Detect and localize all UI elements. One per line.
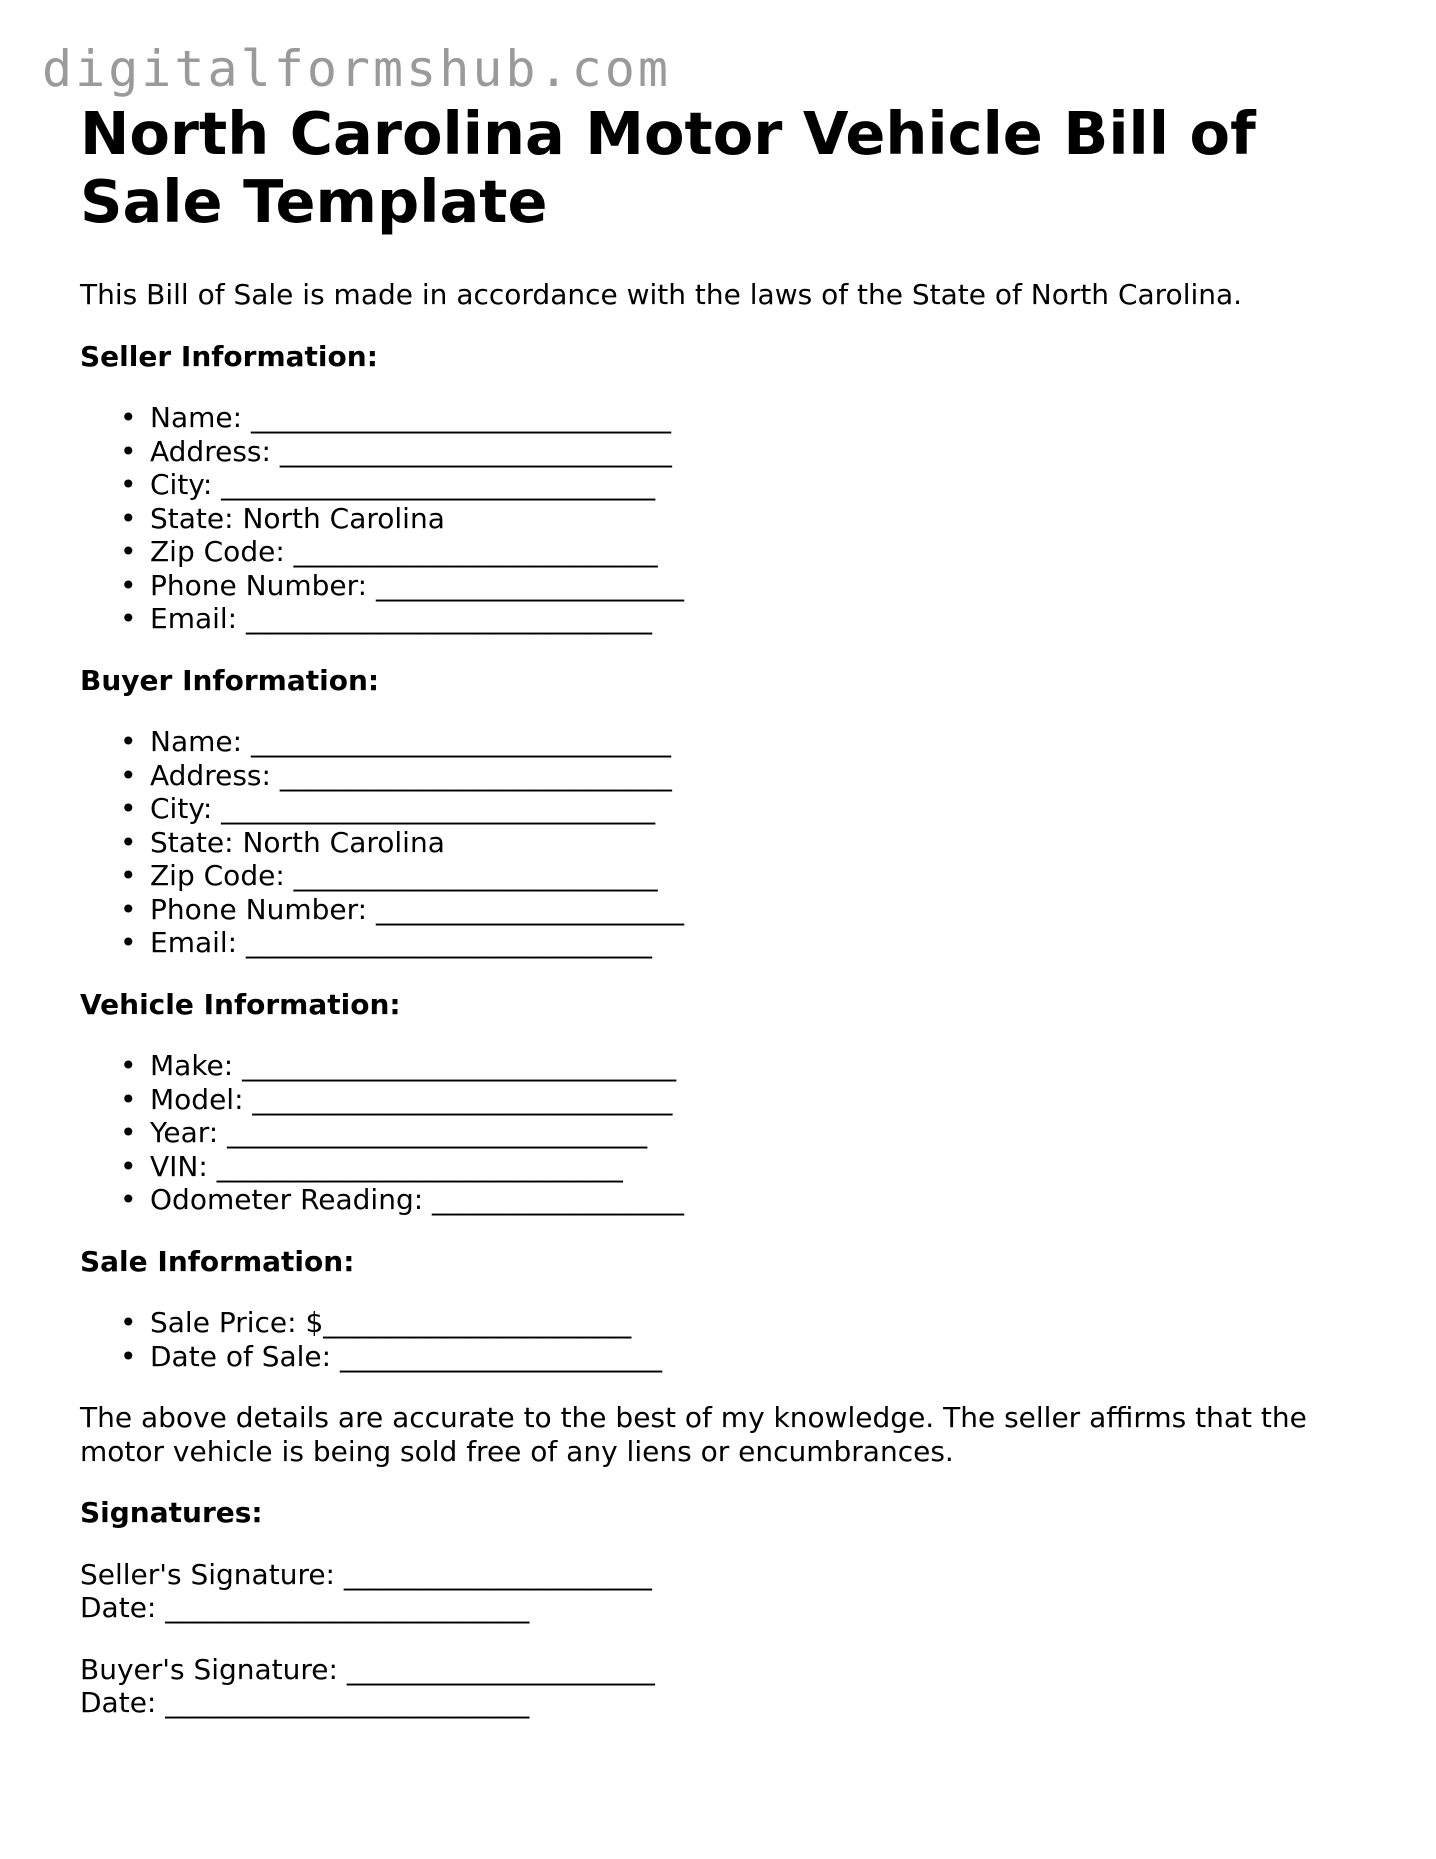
bullet-icon: • xyxy=(120,501,137,535)
sale-date-field: • Date of Sale: _______________________ xyxy=(120,1339,662,1373)
buyer-zip-field: • Zip Code: __________________________ xyxy=(120,859,658,892)
buyer-name-field: • Name: ______________________________ xyxy=(120,725,671,758)
bullet-icon: • xyxy=(120,602,137,635)
buyer-signature-block xyxy=(80,1653,1360,1720)
bullet-icon: • xyxy=(120,1306,137,1339)
bullet-icon: • xyxy=(120,792,137,825)
intro-paragraph: This Bill of Sale is made in accordance with the laws of the State of North Carolina. xyxy=(80,278,1243,311)
bullet-icon: • xyxy=(120,1116,137,1149)
bullet-icon: • xyxy=(120,758,137,792)
vehicle-model-field: • Model: ______________________________ xyxy=(120,1082,673,1116)
bullet-icon: • xyxy=(120,401,137,434)
vehicle-odometer-field: • Odometer Reading: __________________ xyxy=(120,1183,685,1216)
bullet-icon: • xyxy=(120,926,137,959)
bullet-icon: • xyxy=(120,568,137,602)
title-line-2: Sale Template xyxy=(80,167,548,236)
bullet-icon: • xyxy=(120,535,137,568)
sale-price-field: • Sale Price: $______________________ xyxy=(120,1306,632,1339)
bullet-icon: • xyxy=(120,725,137,758)
buyer-state-field: • State: North Carolina xyxy=(120,825,445,859)
buyer-field-list xyxy=(80,725,1360,960)
seller-email-field: • Email: _____________________________ xyxy=(120,602,653,635)
vehicle-vin-field: • VIN: _____________________________ xyxy=(120,1149,623,1183)
bullet-icon: • xyxy=(120,434,137,468)
bullet-icon: • xyxy=(120,825,137,859)
vehicle-section-heading: Vehicle Information: xyxy=(80,987,401,1021)
seller-section-heading: Seller Information: xyxy=(80,339,378,373)
seller-address-field: • Address: ____________________________ xyxy=(120,434,672,468)
seller-zip-field: • Zip Code: __________________________ xyxy=(120,535,658,568)
bullet-icon: • xyxy=(120,1082,137,1116)
buyer-signature-date-line: Date: __________________________ xyxy=(80,1686,530,1719)
buyer-section-heading: Buyer Information: xyxy=(80,663,380,697)
lien-statement: The above details are accurate to the best of my knowledge. The seller affirms that the motor vehicle is being sold free of any liens or encumbrances. xyxy=(80,1401,1307,1468)
site-watermark: digitalformshub.com xyxy=(42,40,671,98)
buyer-phone-field: • Phone Number: ______________________ xyxy=(120,892,684,926)
sale-field-list xyxy=(80,1306,1360,1373)
signatures-section-heading: Signatures: xyxy=(80,1496,263,1529)
bullet-icon: • xyxy=(120,1149,137,1183)
bullet-icon: • xyxy=(120,859,137,892)
buyer-email-field: • Email: _____________________________ xyxy=(120,926,653,959)
seller-name-field: • Name: ______________________________ xyxy=(120,401,671,434)
bullet-icon: • xyxy=(120,1049,137,1082)
vehicle-make-field: • Make: _______________________________ xyxy=(120,1049,677,1082)
buyer-signature-line: Buyer's Signature: ______________________ xyxy=(80,1652,655,1686)
seller-state-field: • State: North Carolina xyxy=(120,501,445,535)
bullet-icon: • xyxy=(120,468,137,501)
buyer-city-field: • City: _______________________________ xyxy=(120,792,656,825)
seller-field-list xyxy=(80,401,1360,636)
title-line-1: North Carolina Motor Vehicle Bill of xyxy=(80,99,1256,168)
seller-phone-field: • Phone Number: ______________________ xyxy=(120,568,684,602)
bullet-icon: • xyxy=(120,1339,137,1373)
buyer-address-field: • Address: ____________________________ xyxy=(120,758,672,792)
bullet-icon: • xyxy=(120,892,137,926)
seller-city-field: • City: _______________________________ xyxy=(120,468,656,501)
bullet-icon: • xyxy=(120,1183,137,1216)
seller-signature-line: Seller's Signature: ______________________ xyxy=(80,1557,652,1591)
seller-signature-date-line: Date: __________________________ xyxy=(80,1591,530,1624)
vehicle-year-field: • Year: ______________________________ xyxy=(120,1116,648,1149)
document-title xyxy=(80,100,1360,236)
sale-section-heading: Sale Information: xyxy=(80,1244,355,1278)
bill-of-sale-document xyxy=(80,100,1360,1720)
seller-signature-block xyxy=(80,1558,1360,1625)
vehicle-field-list xyxy=(80,1049,1360,1217)
